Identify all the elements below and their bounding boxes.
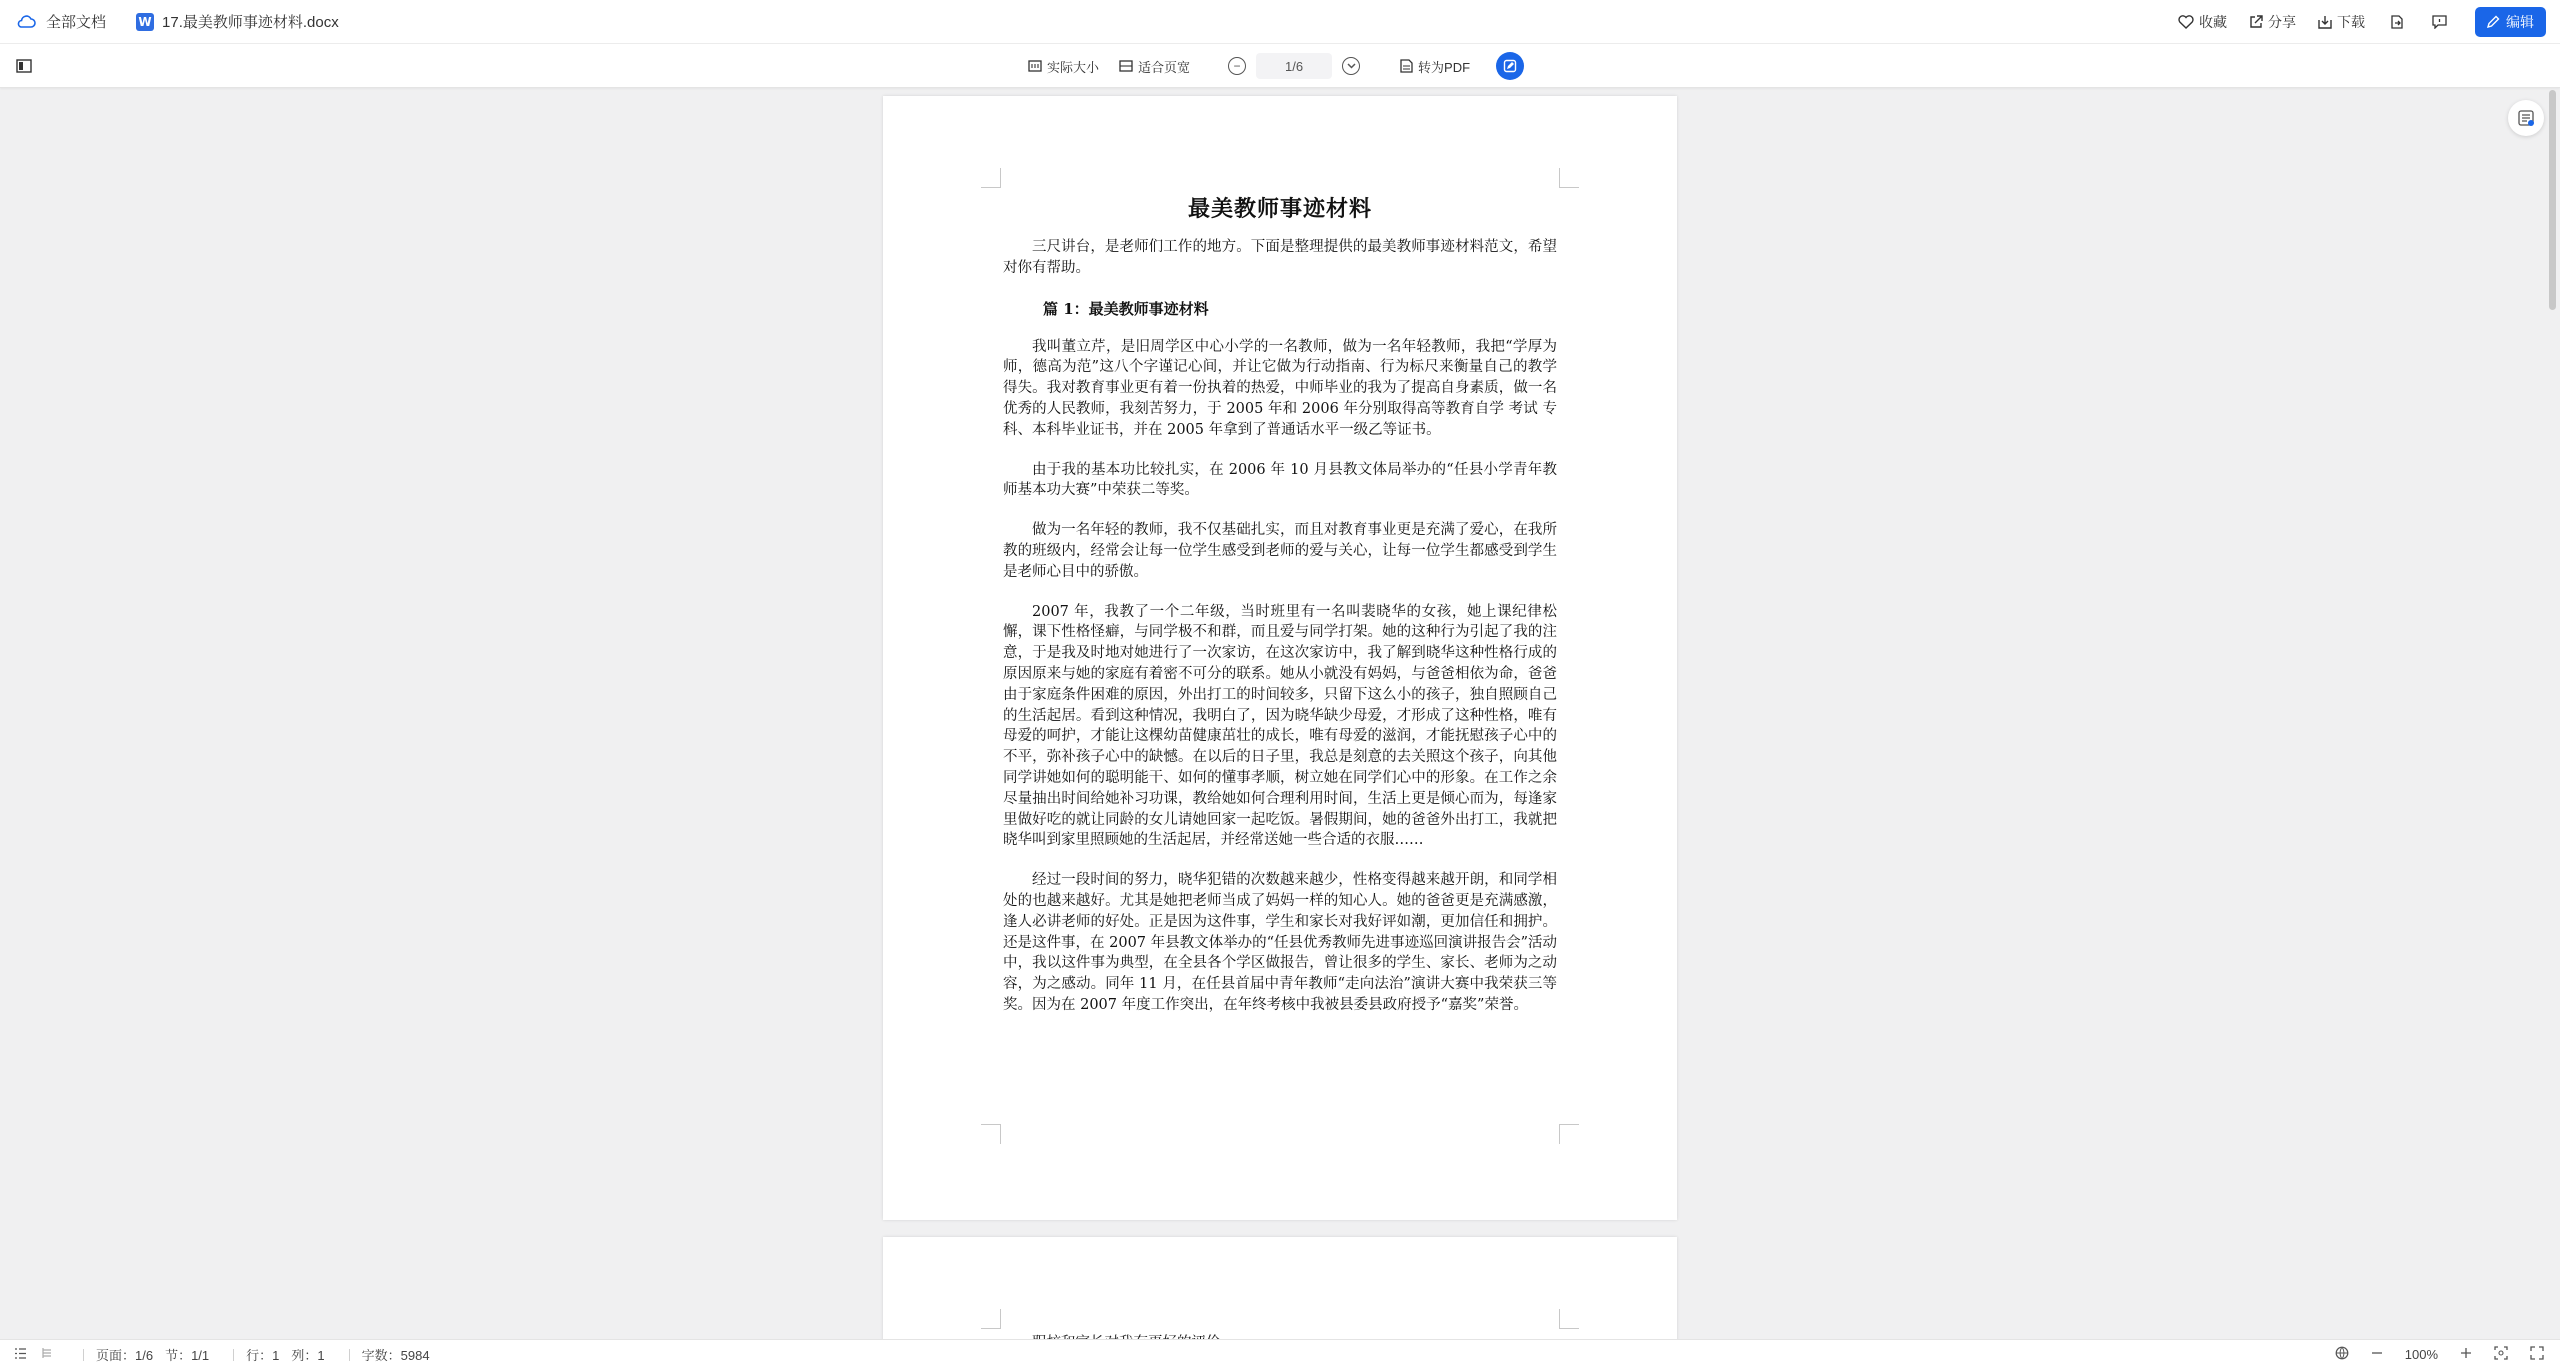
sidebar-icon bbox=[16, 59, 32, 73]
edit-label: 编辑 bbox=[2506, 13, 2534, 30]
sidebar-toggle-button[interactable] bbox=[14, 56, 34, 76]
minus-icon: − bbox=[1233, 59, 1241, 73]
crop-mark bbox=[981, 1124, 1001, 1144]
zoom-out-button[interactable] bbox=[2371, 1347, 2383, 1362]
col-status: 列：1 bbox=[291, 1348, 325, 1363]
row-status: 行：1 bbox=[246, 1348, 280, 1363]
next-page-button[interactable] bbox=[1342, 57, 1360, 75]
page-status: 页面：1/6 bbox=[96, 1348, 154, 1363]
convert-pdf-label: 转为PDF bbox=[1418, 59, 1471, 75]
viewer-toolbar bbox=[0, 44, 2560, 88]
word-count: 字数：5984 bbox=[361, 1348, 430, 1363]
paragraph: 做为一名年轻的教师，我不仅基础扎实，而且对教育事业更是充满了爱心，在我所教的班级内，经常会让每一位学生感受到老师的爱与关心，让每一位学生都感受到学生是老师心目中的骄傲。 bbox=[1003, 522, 1557, 580]
document-page bbox=[883, 96, 1677, 1220]
file-name: 17.最美教师事迹材料.docx bbox=[162, 14, 339, 31]
annotate-button[interactable] bbox=[1496, 52, 1524, 80]
section-status: 节：1/1 bbox=[165, 1348, 210, 1363]
pdf-icon bbox=[1400, 59, 1413, 73]
share-icon bbox=[2249, 15, 2263, 29]
outline-icon bbox=[2517, 109, 2535, 127]
page-indicator-label: 1/6 bbox=[1284, 58, 1304, 74]
comment-icon bbox=[2432, 15, 2447, 29]
file-tab[interactable] bbox=[136, 11, 339, 32]
list-icon bbox=[14, 1348, 27, 1359]
status-bar bbox=[0, 1339, 2560, 1369]
pencil-icon bbox=[2487, 15, 2500, 28]
crop-mark bbox=[1559, 168, 1579, 188]
export-icon bbox=[2390, 15, 2404, 29]
word-doc-icon: W bbox=[136, 13, 154, 31]
comment-button[interactable] bbox=[2429, 12, 2449, 32]
fit-width-button[interactable] bbox=[1119, 57, 1190, 76]
page-indicator[interactable] bbox=[1256, 53, 1332, 79]
document-intro: 三尺讲台，是老师们工作的地方。下面是整理提供的最美教师事迹材料范文，希望对你有帮助。 bbox=[1003, 239, 1557, 276]
download-label: 下载 bbox=[2337, 13, 2365, 30]
paragraph: 由于我的基本功比较扎实，在 2006 年 10 月县教文体局举办的“任县小学青年教师基本功大赛”中荣获二等奖。 bbox=[1003, 461, 1557, 499]
zoom-in-button[interactable] bbox=[2460, 1347, 2472, 1362]
document-body bbox=[1003, 192, 1557, 1035]
favorite-label: 收藏 bbox=[2199, 13, 2227, 30]
edit-button[interactable] bbox=[2475, 7, 2546, 37]
chevron-down-icon bbox=[1347, 63, 1356, 69]
paragraph: 经过一段时间的努力，晓华犯错的次数越来越少，性格变得越来越开朗，和同学相处的也越来越好。尤其是她把老师当成了妈妈一样的知心人。她的爸爸更是充满感激，逢人必讲老师的好处。正是因为这件事，学生和家长对我好评如潮，更加信任和拥护。还是这件事，在 2007 年县教文体举办的“任县优秀教师先进事迹巡回演讲报告会”活动中，我以这件事为典型，在全县各个学区做报告，曾让很多的学生、家长、老师为之动容，为之感动。同年 11 月，在任县首届中青年教师“走向法治”演讲大赛中我荣获三等奖。因为在 2007 年度工作突出，在年终考核中我被县委县政府授予“嘉奖”荣誉。 bbox=[1003, 872, 1557, 1013]
crop-mark bbox=[1559, 1309, 1579, 1329]
vertical-scrollbar[interactable] bbox=[2549, 90, 2556, 310]
top-bar bbox=[0, 0, 2560, 44]
convert-pdf-button[interactable] bbox=[1400, 57, 1470, 76]
outline-view-button[interactable] bbox=[41, 1347, 53, 1362]
globe-icon bbox=[2335, 1346, 2349, 1360]
actual-size-icon bbox=[1028, 59, 1042, 73]
share-label: 分享 bbox=[2268, 13, 2296, 30]
divider bbox=[233, 1349, 234, 1361]
outline-float-button[interactable] bbox=[2508, 100, 2544, 136]
paragraph: 我叫董立芹，是旧周学区中心小学的一名教师，做为一名年轻教师，我把“学厚为师，德高为范”这八个字谨记心间，并让它做为行动指南、行为标尺来衡量自己的教学得失。我对教育事业更有着一份执着的热爱，中师毕业的我为了提高自身素质，做一名优秀的人民教师，我刻苦努力，于 2005 年和 2006 年分别取得高等教育自学 考试 专科、本科毕业证书，并在 2005 年拿到了普通话水平一级乙等证书。 bbox=[1003, 338, 1557, 438]
heart-icon bbox=[2178, 15, 2194, 29]
annotate-icon bbox=[1503, 59, 1517, 73]
list-view-button[interactable] bbox=[14, 1347, 27, 1362]
divider bbox=[349, 1349, 350, 1361]
fullscreen-button[interactable] bbox=[2530, 1346, 2544, 1363]
export-button[interactable] bbox=[2387, 12, 2407, 32]
crop-mark bbox=[981, 1309, 1001, 1329]
zoom-out-icon bbox=[2371, 1347, 2383, 1359]
language-button[interactable] bbox=[2335, 1346, 2349, 1363]
zoom-in-icon bbox=[2460, 1347, 2472, 1359]
fit-width-icon bbox=[1119, 59, 1133, 73]
actual-size-button[interactable] bbox=[1028, 57, 1099, 76]
document-title: 最美教师事迹材料 bbox=[1187, 196, 1372, 222]
download-icon bbox=[2318, 15, 2332, 29]
crop-mark bbox=[981, 168, 1001, 188]
fit-screen-icon bbox=[2494, 1346, 2508, 1360]
zoom-level[interactable]: 100% bbox=[2404, 1347, 2438, 1362]
previous-page-button[interactable] bbox=[1228, 57, 1246, 75]
crop-mark bbox=[1559, 1124, 1579, 1144]
favorite-button[interactable] bbox=[2178, 12, 2227, 32]
outline-tree-icon bbox=[41, 1347, 53, 1359]
fit-width-label: 适合页宽 bbox=[1138, 59, 1191, 75]
section-heading: 篇 1：最美教师事迹材料 bbox=[1043, 299, 1209, 318]
fit-screen-button[interactable] bbox=[2494, 1346, 2508, 1363]
breadcrumb-root[interactable] bbox=[16, 11, 106, 32]
cloud-icon bbox=[16, 14, 38, 30]
paragraph: 2007 年，我教了一个二年级，当时班里有一名叫裴晓华的女孩，她上课纪律松懈，课下性格怪癖，与同学极不和群，而且爱与同学打架。她的这种行为引起了我的注意，于是我及时地对她进行了一次家访，在这次家访中，我了解到晓华这种性格行成的原因原来与她的家庭有着密不可分的联系。她从小就没有妈妈，与爸爸相依为命，爸爸由于家庭条件困难的原因，外出打工的时间较多，只留下这么小的孩子，独自照顾自己的生活起居。看到这种情况，我明白了，因为晓华缺少母爱，才形成了这种性格，唯有母爱的呵护，才能让这棵幼苗健康茁壮的成长，唯有母爱的滋润，才能抚慰孩子心中的不平，弥补孩子心中的缺憾。在以后的日子里，我总是刻意的去关照这个孩子，向其他同学讲她如何的聪明能干、如何的懂事孝顺，树立她在同学们心中的形象。在工作之余尽量抽出时间给她补习功课，教给她如何合理利用时间，生活上更是倾心而为，每逢家里做好吃的就让同龄的女儿请她回家一起吃饭。暑假期间，她的爸爸外出打工，我就把晓华叫到家里照顾她的生活起居，并经常送她一些合适的衣服…… bbox=[1003, 603, 1557, 849]
breadcrumb-root-label: 全部文档 bbox=[46, 14, 107, 31]
divider bbox=[83, 1349, 84, 1361]
download-button[interactable] bbox=[2318, 12, 2365, 32]
actual-size-label: 实际大小 bbox=[1047, 59, 1100, 75]
share-button[interactable] bbox=[2249, 12, 2296, 32]
fullscreen-icon bbox=[2530, 1346, 2544, 1360]
